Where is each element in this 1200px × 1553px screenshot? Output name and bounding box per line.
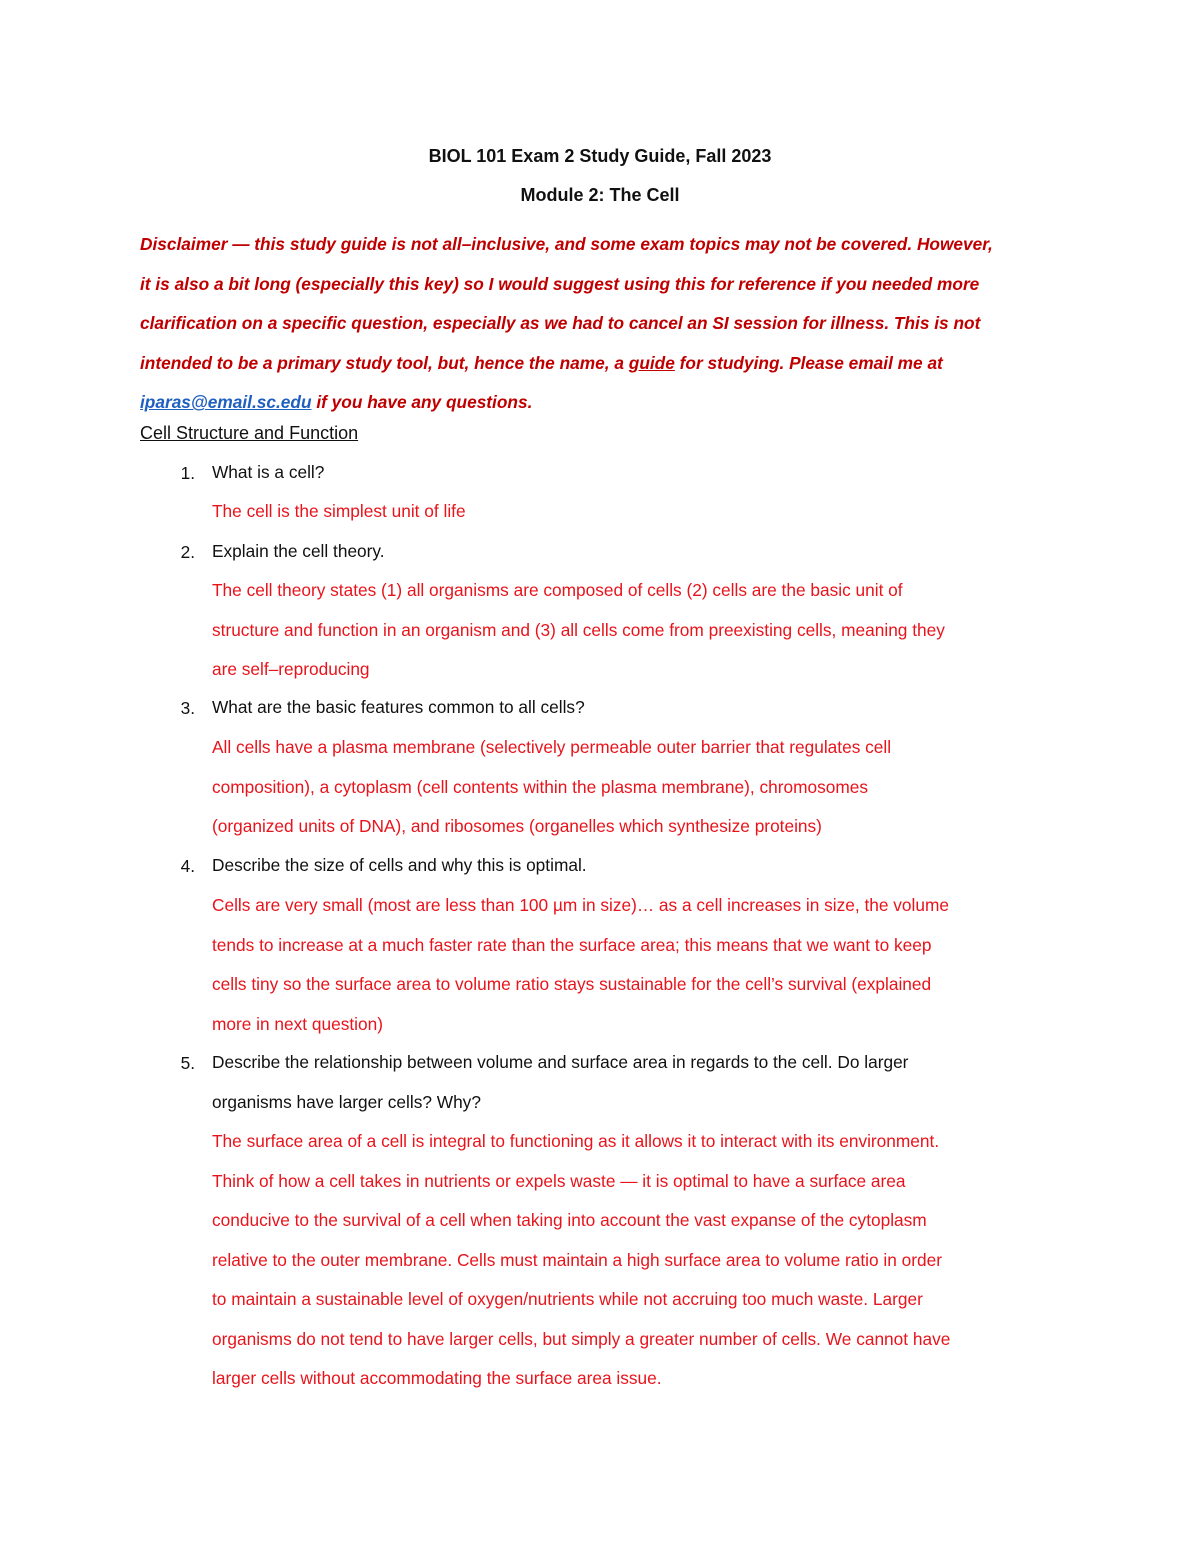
question-line: What are the basic features common to all cells? [212,697,585,717]
question-text [212,846,1092,886]
answer-line: The cell is the simplest unit of life [212,501,466,521]
guide-underlined: guide [628,352,675,373]
section-heading: Cell Structure and Function [140,423,359,443]
answer-line: are self–reproducing [212,659,370,679]
answer-line: larger cells without accommodating the surface area issue. [212,1368,662,1388]
question-line: Describe the size of cells and why this is optimal. [212,855,587,875]
disclaimer [140,225,1070,423]
document-subtitle: Module 2: The Cell [520,185,680,205]
email-link[interactable]: iparas@email.sc.edu [140,392,312,412]
question-text [212,453,1092,493]
answer-line: All cells have a plasma membrane (selectively permeable outer barrier that regulates cell [212,737,892,757]
question-number: 4. [180,856,195,876]
question-line: What is a cell? [212,462,325,482]
question-number: 1. [180,463,195,483]
document-title: BIOL 101 Exam 2 Study Guide, Fall 2023 [428,146,772,166]
question-line: Explain the cell theory. [212,541,385,561]
disclaimer-line: Disclaimer — this study guide is not all–inclusive, and some exam topics may not be covered. However, [140,234,993,254]
answer-line: relative to the outer membrane. Cells must maintain a high surface area to volume ratio in order [212,1249,943,1270]
question-text [212,1043,1092,1122]
answer-text [212,571,1092,690]
answer-text [212,492,1092,532]
answer-line: organisms do not tend to have larger cells, but simply a greater number of cells. We cannot have [212,1328,951,1349]
answer-text [212,886,1092,1044]
answer-line: The cell theory states (1) all organisms are composed of cells (2) cells are the basic unit of [212,580,903,600]
answer-line: (organized units of DNA), and ribosomes (organelles which synthesize proteins) [212,816,822,836]
answer-text [212,728,1092,847]
answer-line: Think of how a cell takes in nutrients or expels waste — it is optimal to have a surface area [212,1170,906,1191]
question-number: 2. [180,542,195,562]
answer-line: composition), a cytoplasm (cell contents within the plasma membrane), chromosomes [212,776,868,797]
answer-line: Cells are very small (most are less than 100 µm in size)… as a cell increases in size, the volume [212,895,950,915]
disclaimer-line [140,344,1070,384]
answer-line: to maintain a sustainable level of oxygen/nutrients while not accruing too much waste. Larger [212,1289,923,1309]
question-line: organisms have larger cells? Why? [212,1091,481,1112]
disclaimer-line: it is also a bit long (especially this key) so I would suggest using this for reference if you needed more [140,273,980,294]
answer-line: The surface area of a cell is integral to functioning as it allows it to interact with its environment. [212,1131,940,1151]
question-number: 3. [180,698,195,718]
answer-line: more in next question) [212,1013,383,1034]
question-text [212,532,1092,572]
answer-line: tends to increase at a much faster rate than the surface area; this means that we want to keep [212,934,932,955]
answer-line: structure and function in an organism and (3) all cells come from preexisting cells, meaning they [212,619,945,640]
question-line: Describe the relationship between volume and surface area in regards to the cell. Do larger [212,1052,909,1072]
disclaimer-line [140,383,1070,423]
answer-line: conducive to the survival of a cell when taking into account the vast expanse of the cytoplasm [212,1210,927,1230]
disclaimer-text: if you have any questions. [311,392,533,412]
answer-text [212,1122,1092,1399]
question-number: 5. [180,1053,195,1073]
disclaimer-text: intended to be a primary study tool, but, hence the name, a [140,352,629,373]
question-text [212,688,1092,728]
disclaimer-line: clarification on a specific question, especially as we had to cancel an SI session for illness. This is not [140,313,981,333]
answer-line: cells tiny so the surface area to volume ratio stays sustainable for the cell’s survival (explained [212,974,932,994]
disclaimer-text: for studying. Please email me at [674,352,943,373]
